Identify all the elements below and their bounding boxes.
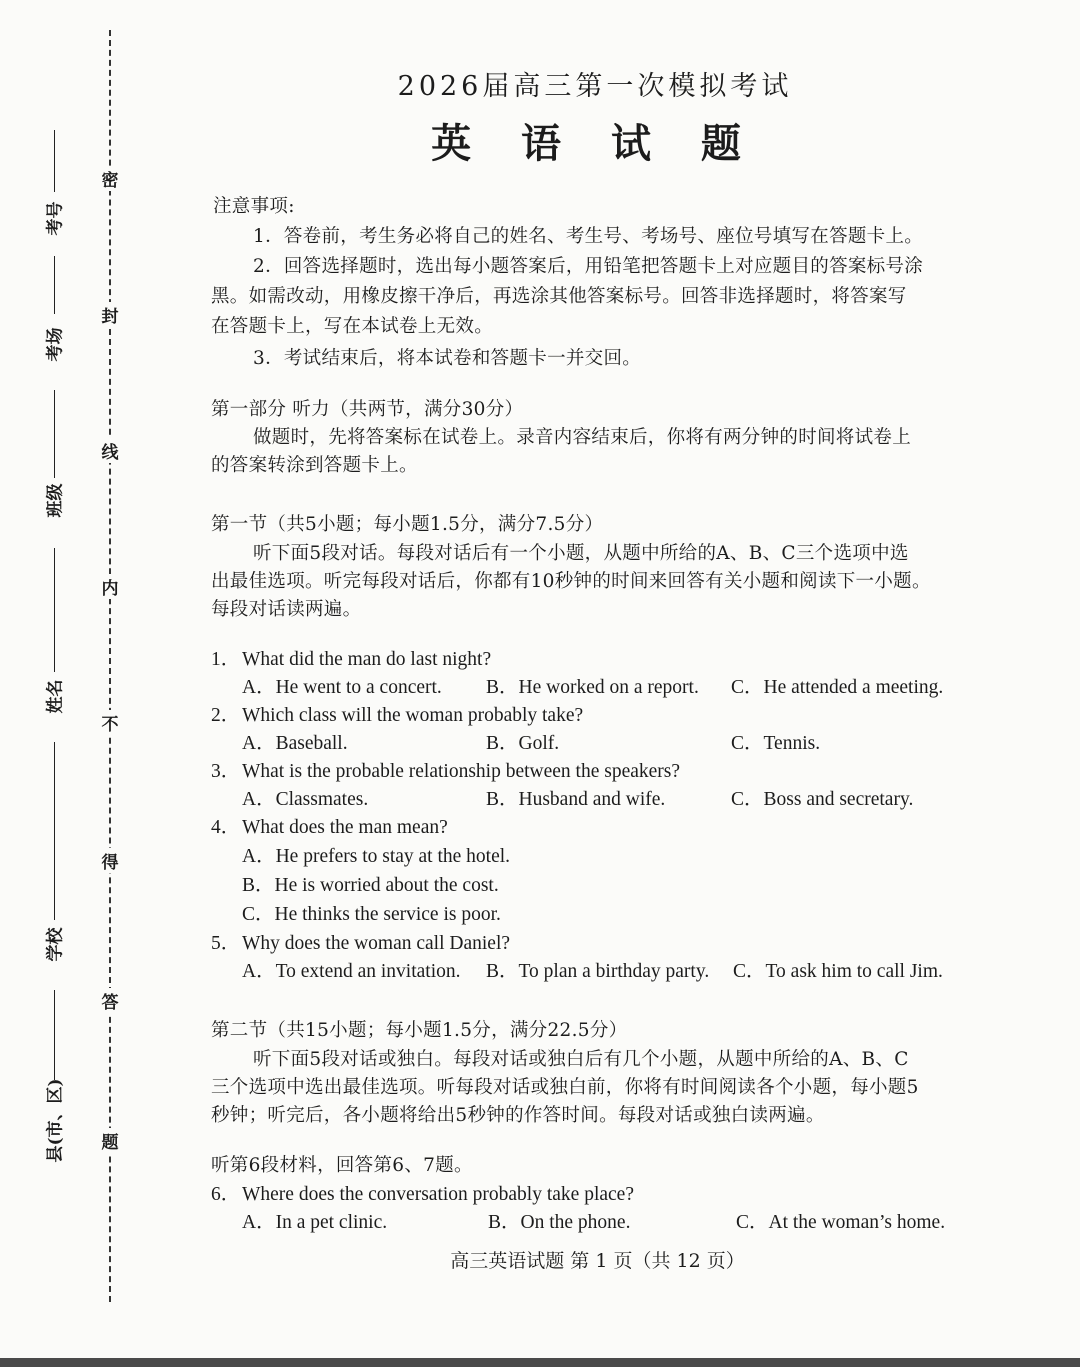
field-label: 姓名 — [45, 679, 66, 714]
seal-char: 内 — [99, 574, 121, 599]
option-c[interactable]: C．At the woman’s home. — [736, 1212, 946, 1233]
notice-item: 在答题卡上，写在本试卷上无效。 — [211, 316, 494, 337]
option-a[interactable]: A．Classmates. — [242, 789, 369, 810]
option-b[interactable]: B．Golf. — [486, 733, 560, 754]
fill-line — [54, 742, 55, 920]
question-number: 2． — [211, 705, 241, 726]
seal-char: 不 — [99, 710, 121, 735]
fill-line — [54, 256, 55, 314]
section2-heading: 第二节（共15小题；每小题1.5分，满分22.5分） — [211, 1020, 628, 1041]
fill-line — [54, 990, 55, 1080]
question-text: Where does the conversation probably take place? — [242, 1184, 634, 1205]
seal-char: 线 — [99, 438, 121, 463]
section2-line: 秒钟；听完后，各小题将给出5秒钟的作答时间。每段对话或独白读两遍。 — [211, 1105, 825, 1126]
page-footer: 高三英语试题 第 1 页（共 12 页） — [450, 1250, 745, 1272]
seal-char: 封 — [99, 302, 121, 327]
option-c[interactable]: C．To ask him to call Jim. — [733, 961, 943, 982]
seal-char: 密 — [99, 166, 121, 191]
part1-heading: 第一部分 听力（共两节，满分30分） — [211, 399, 524, 420]
option-b[interactable]: B．To plan a birthday party. — [486, 961, 710, 982]
section2-line: 听下面5段对话或独白。每段对话或独白后有几个小题，从题中所给的A、B、C — [253, 1049, 909, 1070]
option-a[interactable]: A．He prefers to stay at the hotel. — [242, 846, 511, 867]
field-label: 考场 — [45, 327, 66, 362]
field-label: 考号 — [45, 201, 66, 236]
seal-char: 题 — [99, 1128, 121, 1153]
seal-char: 得 — [99, 848, 121, 873]
question-text: Which class will the woman probably take? — [242, 705, 584, 726]
section1-line: 每段对话读两遍。 — [211, 599, 362, 620]
question-number: 6． — [211, 1184, 241, 1205]
seal-char: 答 — [99, 988, 121, 1013]
notice-item: 黑。如需改动，用橡皮擦干净后，再选涂其他答案标号。回答非选择题时，将答案写 — [211, 286, 907, 307]
field-label: 学校 — [45, 927, 66, 962]
question-number: 3． — [211, 761, 241, 782]
question-text: Why does the woman call Daniel? — [242, 933, 511, 954]
question-number: 5． — [211, 933, 241, 954]
part1-line: 的答案转涂到答题卡上。 — [211, 455, 418, 476]
question-text: What does the man mean? — [242, 817, 448, 838]
fill-line — [54, 548, 55, 672]
notice-item: 3．考试结束后，将本试卷和答题卡一并交回。 — [253, 348, 642, 369]
seal-dashed-line — [109, 30, 111, 1302]
field-label: 县(市、区) — [45, 1078, 66, 1163]
option-c[interactable]: C．He attended a meeting. — [731, 677, 944, 698]
option-a[interactable]: A．In a pet clinic. — [242, 1212, 388, 1233]
option-c[interactable]: C．Boss and secretary. — [731, 789, 914, 810]
notice-item: 2．回答选择题时，选出每小题答案后，用铅笔把答题卡上对应题目的答案标号涂 — [253, 256, 924, 277]
section1-line: 出最佳选项。听完每段对话后，你都有10秒钟的时间来回答有关小题和阅读下一小题。 — [211, 571, 931, 592]
option-b[interactable]: B．On the phone. — [488, 1212, 631, 1233]
field-label: 班级 — [45, 483, 66, 518]
material-intro: 听第6段材料，回答第6、7题。 — [211, 1155, 473, 1176]
section2-line: 三个选项中选出最佳选项。听每段对话或独白前，你将有时间阅读各个小题，每小题5 — [211, 1077, 919, 1098]
question-number: 4． — [211, 817, 241, 838]
option-b[interactable]: B．He worked on a report. — [486, 677, 699, 698]
notice-item: 1．答卷前，考生务必将自己的姓名、考生号、考场号、座位号填写在答题卡上。 — [253, 226, 924, 247]
subject-title: 英 语 试 题 — [431, 120, 759, 167]
option-b[interactable]: B．He is worried about the cost. — [242, 875, 499, 896]
question-number: 1． — [211, 649, 241, 670]
option-c[interactable]: C．Tennis. — [731, 733, 821, 754]
notice-heading: 注意事项: — [213, 196, 295, 217]
section1-line: 听下面5段对话。每段对话后有一个小题，从题中所给的A、B、C三个选项中选 — [253, 543, 909, 564]
fill-line — [54, 390, 55, 478]
option-a[interactable]: A．He went to a concert. — [242, 677, 442, 698]
question-text: What did the man do last night? — [242, 649, 492, 670]
bottom-edge-bar — [0, 1358, 1080, 1367]
exam-title: 2026届高三第一次模拟考试 — [397, 71, 793, 102]
option-a[interactable]: A．Baseball. — [242, 733, 348, 754]
option-c[interactable]: C．He thinks the service is poor. — [242, 904, 501, 925]
option-a[interactable]: A．To extend an invitation. — [242, 961, 461, 982]
part1-line: 做题时，先将答案标在试卷上。录音内容结束后，你将有两分钟的时间将试卷上 — [253, 427, 912, 448]
question-text: What is the probable relationship between the speakers? — [242, 761, 681, 782]
option-b[interactable]: B．Husband and wife. — [486, 789, 666, 810]
section1-heading: 第一节（共5小题；每小题1.5分，满分7.5分） — [211, 514, 604, 535]
